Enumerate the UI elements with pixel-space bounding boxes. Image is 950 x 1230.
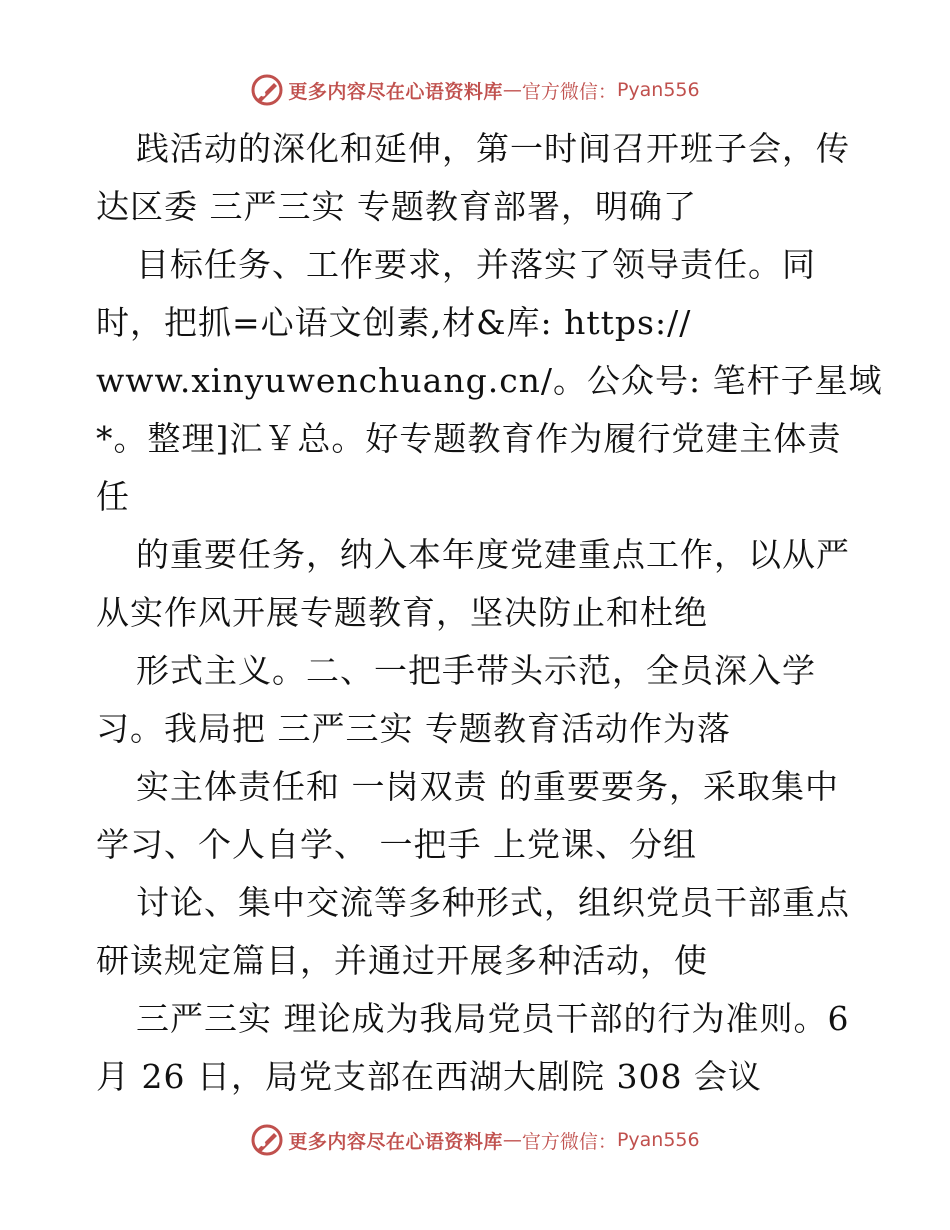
banner-main-text: 更多内容尽在心语资料库 xyxy=(288,80,503,103)
pen-nib-logo-icon xyxy=(250,73,284,107)
document-body xyxy=(96,120,883,1106)
text-line: 学习、个人自学、 一把手 上党课、分组 xyxy=(96,825,697,864)
text-line: 的重要任务，纳入本年度党建重点工作，以从严 xyxy=(136,535,850,574)
banner-dash: — xyxy=(502,1129,522,1151)
banner-main-text: 更多内容尽在心语资料库 xyxy=(288,1130,503,1153)
text-line: www.xinyuwenchuang.cn/。公众号: 笔杆子星域 xyxy=(96,361,883,400)
text-line: 目标任务、工作要求，并落实了领导责任。同 xyxy=(136,245,816,284)
text-line: 形式主义。二、一把手带头示范，全员深入学 xyxy=(136,651,816,690)
banner-sub-text: 官方微信： xyxy=(521,80,617,103)
banner-handle: Pyan556 xyxy=(616,1129,700,1151)
text-line: 三严三实 理论成为我局党员干部的行为准则。6 xyxy=(136,999,850,1038)
text-line: 从实作风开展专题教育，坚决防止和杜绝 xyxy=(96,593,708,632)
text-line: 践活动的深化和延伸，第一时间召开班子会，传 xyxy=(136,129,850,168)
text-line: 达区委 三严三实 专题教育部署，明确了 xyxy=(96,187,697,226)
banner-sub-text: 官方微信： xyxy=(521,1130,617,1153)
text-line: *。整理]汇￥总。好专题教育作为履行党建主体责 xyxy=(96,419,842,458)
text-line: 月 26 日，局党支部在西湖大剧院 308 会议 xyxy=(96,1057,762,1096)
footer-watermark-banner xyxy=(0,1118,950,1162)
text-line: 任 xyxy=(96,477,130,516)
banner-dash: — xyxy=(502,79,522,101)
text-line: 研读规定篇目，并通过开展多种活动，使 xyxy=(96,941,708,980)
banner-handle: Pyan556 xyxy=(616,79,700,101)
text-line: 时，把抓=心语文创素,材&库: https:// xyxy=(96,303,692,342)
text-line: 习。我局把 三严三实 专题教育活动作为落 xyxy=(96,709,731,748)
pen-nib-logo-icon xyxy=(250,1123,284,1157)
text-line: 实主体责任和 一岗双责 的重要要务，采取集中 xyxy=(136,767,839,806)
header-watermark-banner xyxy=(0,68,950,112)
text-line: 讨论、集中交流等多种形式，组织党员干部重点 xyxy=(136,883,850,922)
